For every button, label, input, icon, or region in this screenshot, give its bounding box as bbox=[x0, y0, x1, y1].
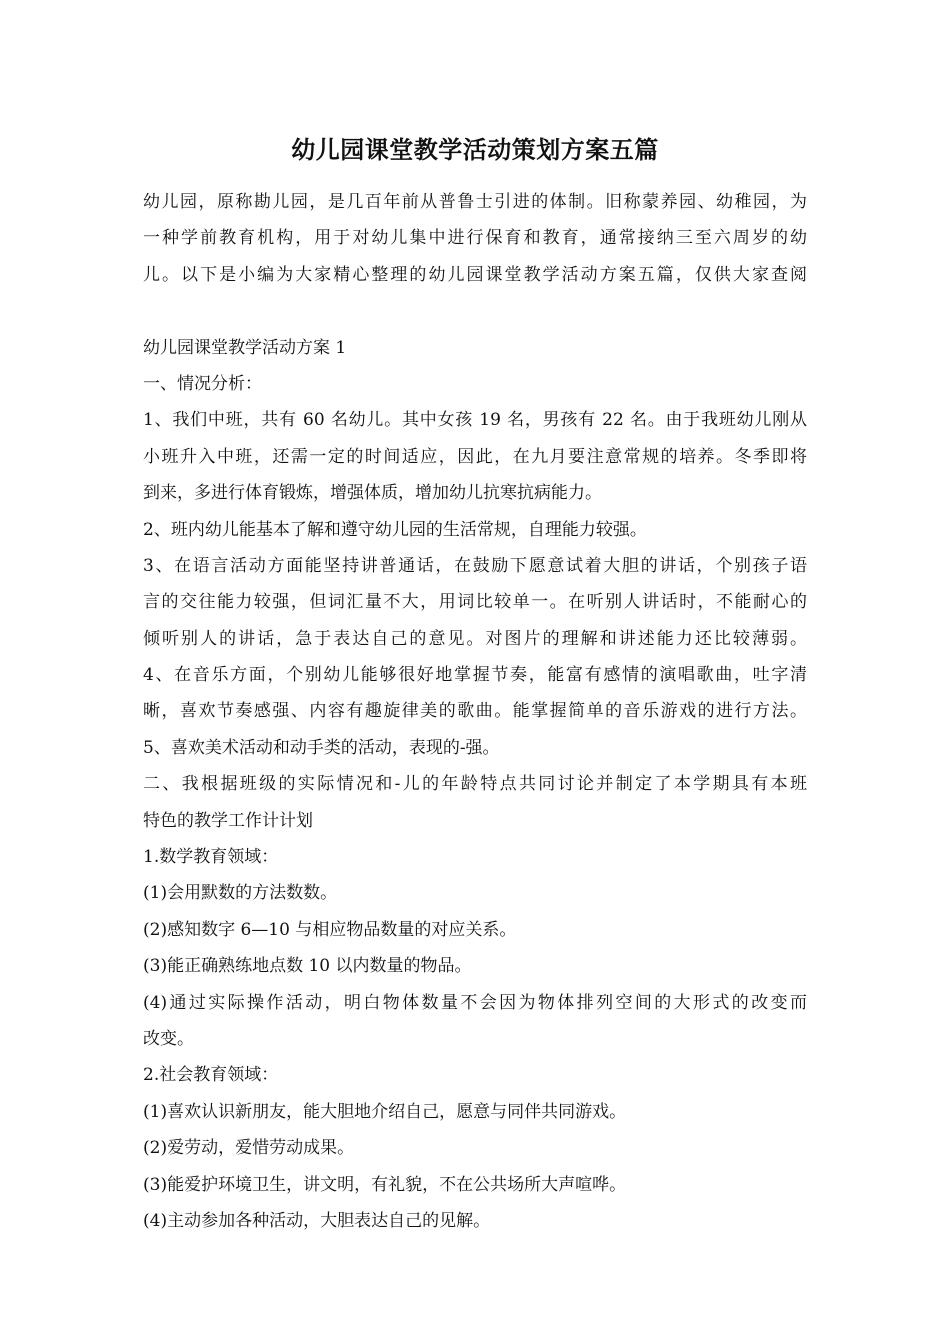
text-line: (2)爱劳动，爱惜劳动成果。 bbox=[143, 1138, 355, 1159]
document-body bbox=[143, 184, 807, 1239]
blank-line bbox=[143, 293, 807, 329]
text-line: 2.社会教育领域： bbox=[143, 1065, 279, 1086]
text-line: 一种学前教育机构，用于对幼儿集中进行保育和教育，通常接纳三至六周岁的幼 bbox=[143, 228, 807, 249]
text-line: 改变。 bbox=[143, 1028, 194, 1049]
text-line: (4)通过实际操作活动，明白物体数量不会因为物体排列空间的大形式的改变而 bbox=[143, 992, 807, 1013]
text-line: 倾听别人的讲话，急于表达自己的意见。对图片的理解和讲述能力还比较薄弱。 bbox=[143, 628, 807, 649]
text-line: 晰，喜欢节奏感强、内容有趣旋律美的歌曲。能掌握简单的音乐游戏的进行方法。 bbox=[143, 701, 807, 722]
text-line: (4)主动参加各种活动，大胆表达自己的见解。 bbox=[143, 1210, 491, 1231]
text-line: (2)感知数字 6—10 与相应物品数量的对应关系。 bbox=[143, 919, 517, 940]
text-line: (3)能爱护环境卫生，讲文明，有礼貌，不在公共场所大声喧哗。 bbox=[143, 1174, 627, 1195]
text-line: 2、班内幼儿能基本了解和遵守幼儿园的生活常规，自理能力较强。 bbox=[143, 519, 647, 540]
text-line: 幼儿园课堂教学活动方案 1 bbox=[143, 337, 347, 358]
text-line: (1)会用默数的方法数数。 bbox=[143, 883, 338, 904]
text-line: 二、我根据班级的实际情况和-儿的年龄特点共同讨论并制定了本学期具有本班 bbox=[143, 774, 807, 795]
text-line: 一、情况分析： bbox=[143, 373, 262, 394]
text-line: 到来，多进行体育锻炼，增强体质，增加幼儿抗寒抗病能力。 bbox=[143, 483, 602, 504]
text-line: 1.数学教育领域： bbox=[143, 847, 279, 868]
text-line: (3)能正确熟练地点数 10 以内数量的物品。 bbox=[143, 956, 472, 977]
text-line: 言的交往能力较强，但词汇量不大，用词比较单一。在听别人讲话时，不能耐心的 bbox=[143, 592, 807, 613]
text-line: 3、在语言活动方面能坚持讲普通话，在鼓励下愿意试着大胆的讲话，个别孩子语 bbox=[143, 555, 807, 576]
text-line: 5、喜欢美术活动和动手类的活动，表现的-强。 bbox=[143, 737, 500, 758]
text-line: 1、我们中班，共有 60 名幼儿。其中女孩 19 名，男孩有 22 名。由于我班幼儿刚从 bbox=[143, 410, 807, 431]
text-line: (1)喜欢认识新朋友，能大胆地介绍自己，愿意与同伴共同游戏。 bbox=[143, 1101, 627, 1122]
document-title: 幼儿园课堂教学活动策划方案五篇 bbox=[291, 135, 659, 164]
text-line: 幼儿园，原称勘儿园，是几百年前从普鲁士引进的体制。旧称蒙养园、幼稚园，为 bbox=[143, 192, 807, 212]
text-line: 小班升入中班，还需一定的时间适应，因此，在九月要注意常规的培养。冬季即将 bbox=[143, 446, 807, 467]
text-line: 4、在音乐方面，个别幼儿能够很好地掌握节奏，能富有感情的演唱歌曲，吐字清 bbox=[143, 665, 807, 686]
text-line: 儿。以下是小编为大家精心整理的幼儿园课堂教学活动方案五篇，仅供大家查阅 bbox=[143, 264, 807, 285]
text-line: 特色的教学工作计计划 bbox=[143, 810, 313, 831]
